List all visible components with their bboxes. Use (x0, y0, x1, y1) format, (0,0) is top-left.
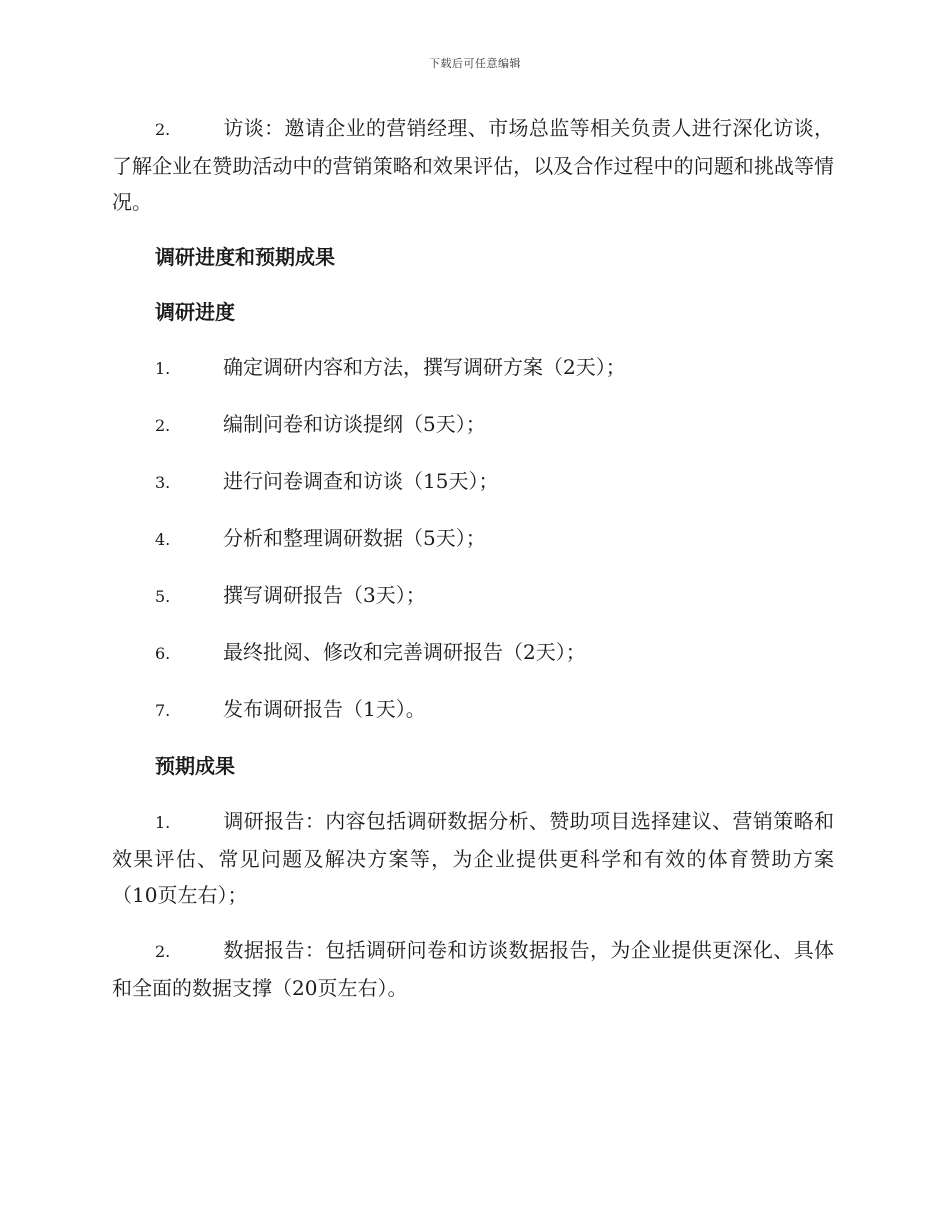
subheading-outcomes: 预期成果 (155, 754, 235, 778)
progress-item-3 (155, 463, 834, 501)
item-text: 发布调研报告（1天）。 (223, 697, 426, 721)
item-text: 确定调研内容和方法，撰写调研方案（2天）； (223, 355, 626, 379)
outcome-item-1 (112, 803, 834, 913)
progress-item-6 (155, 634, 834, 672)
item-text: 分析和整理调研数据（5天）； (223, 526, 486, 550)
paragraph-number: 2. (155, 120, 171, 139)
item-number: 2. (155, 416, 171, 435)
page-header: 下载后可任意编辑 (429, 57, 521, 70)
item-number: 1. (155, 813, 171, 832)
item-text: 编制问卷和访谈提纲（5天）； (223, 412, 486, 436)
document-body (112, 110, 834, 1025)
subheading-progress: 调研进度 (155, 300, 235, 324)
item-text: 进行问卷调查和访谈（15天）； (223, 469, 499, 493)
outcome-item-2 (112, 932, 834, 1006)
item-number: 2. (155, 942, 171, 961)
paragraph-text: 访谈：邀请企业的营销经理、市场总监等相关负责人进行深化访谈，了解企业在赞助活动中的营销策略和效果评估，以及合作过程中的问题和挑战等情况。 (112, 116, 834, 214)
item-number: 5. (155, 587, 171, 606)
item-text: 撰写调研报告（3天）； (223, 583, 426, 607)
progress-item-7 (155, 691, 834, 729)
item-number: 1. (155, 359, 171, 378)
interview-paragraph (112, 110, 834, 220)
item-number: 3. (155, 473, 171, 492)
item-text: 调研报告：内容包括调研数据分析、赞助项目选择建议、营销策略和效果评估、常见问题及解决方案等，为企业提供更科学和有效的体育赞助方案（10页左右）； (112, 809, 834, 907)
section-heading-progress-outcomes: 调研进度和预期成果 (155, 245, 335, 269)
item-text: 数据报告：包括调研问卷和访谈数据报告，为企业提供更深化、具体和全面的数据支撑（20页左右）。 (112, 938, 834, 1000)
item-number: 4. (155, 530, 171, 549)
item-number: 7. (155, 701, 171, 720)
progress-item-2 (155, 406, 834, 444)
progress-item-5 (155, 577, 834, 615)
item-text: 最终批阅、修改和完善调研报告（2天）； (223, 640, 586, 664)
progress-item-4 (155, 520, 834, 558)
progress-item-1 (155, 349, 834, 387)
item-number: 6. (155, 644, 171, 663)
